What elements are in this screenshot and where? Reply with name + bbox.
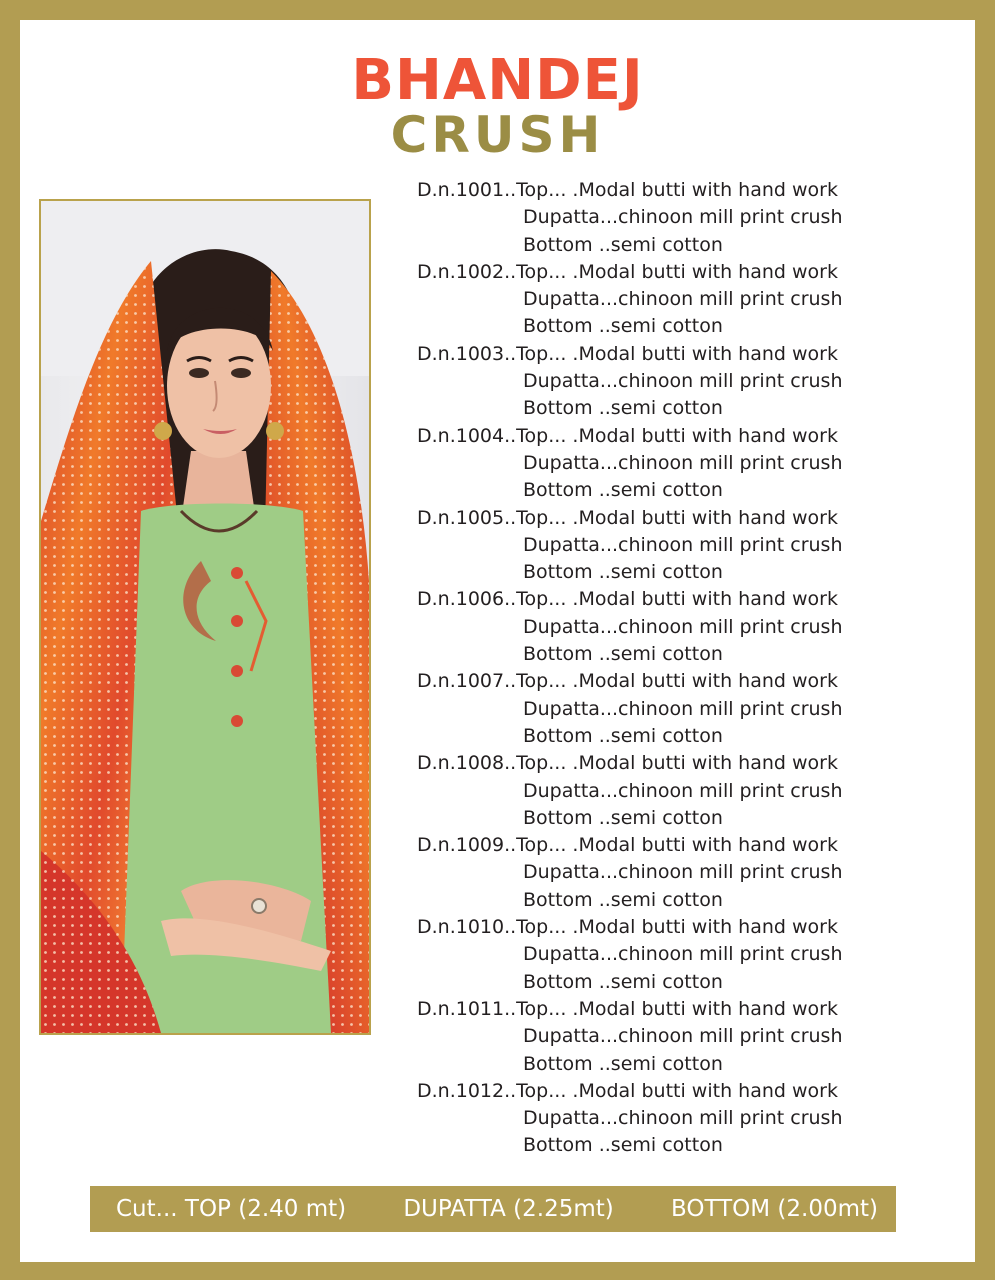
design-bottom-line: Bottom ..semi cotton [523, 233, 723, 256]
design-bottom-line: Bottom ..semi cotton [523, 806, 723, 829]
design-dupatta-line: Dupatta...chinoon mill print crush [523, 779, 843, 802]
cut-bottom-length: BOTTOM (2.00mt) [670, 1196, 878, 1222]
design-dupatta-line: Dupatta...chinoon mill print crush [523, 288, 843, 311]
design-dupatta-line: Dupatta...chinoon mill print crush [523, 861, 843, 884]
design-top-line: D.n.1005..Top... .Modal butti with hand work [417, 506, 838, 529]
brand-subtitle: CRUSH [390, 106, 605, 164]
design-bottom-line: Bottom ..semi cotton [523, 643, 723, 666]
design-top-line: D.n.1010..Top... .Modal butti with hand work [417, 916, 838, 939]
design-dupatta-line: Dupatta...chinoon mill print crush [523, 697, 843, 720]
list-item [417, 996, 957, 1078]
list-item [417, 177, 957, 259]
list-item [417, 832, 957, 914]
design-top-line: D.n.1004..Top... .Modal butti with hand work [417, 424, 838, 447]
design-bottom-line: Bottom ..semi cotton [523, 561, 723, 584]
list-item [417, 914, 957, 996]
cut-length-bar [90, 1186, 896, 1232]
design-top-line: D.n.1006..Top... .Modal butti with hand work [417, 588, 838, 611]
list-item [417, 423, 957, 505]
list-item [417, 259, 957, 341]
design-bottom-line: Bottom ..semi cotton [523, 1052, 723, 1075]
design-top-line: D.n.1003..Top... .Modal butti with hand work [417, 342, 838, 365]
design-top-line: D.n.1011..Top... .Modal butti with hand work [417, 997, 838, 1020]
design-top-line: D.n.1009..Top... .Modal butti with hand work [417, 834, 838, 857]
design-top-line: D.n.1007..Top... .Modal butti with hand work [417, 670, 838, 693]
list-item [417, 341, 957, 423]
design-bottom-line: Bottom ..semi cotton [523, 397, 723, 420]
design-dupatta-line: Dupatta...chinoon mill print crush [523, 451, 843, 474]
design-dupatta-line: Dupatta...chinoon mill print crush [523, 615, 843, 638]
design-bottom-line: Bottom ..semi cotton [523, 970, 723, 993]
design-dupatta-line: Dupatta...chinoon mill print crush [523, 1107, 843, 1130]
design-bottom-line: Bottom ..semi cotton [523, 315, 723, 338]
design-bottom-line: Bottom ..semi cotton [523, 888, 723, 911]
design-dupatta-line: Dupatta...chinoon mill print crush [523, 943, 843, 966]
design-dupatta-line: Dupatta...chinoon mill print crush [523, 1025, 843, 1048]
design-top-line: D.n.1012..Top... .Modal butti with hand work [417, 1079, 838, 1102]
list-item [417, 586, 957, 668]
design-top-line: D.n.1008..Top... .Modal butti with hand work [417, 752, 838, 775]
cut-dupatta-length: DUPATTA (2.25mt) [403, 1196, 614, 1222]
list-item [417, 505, 957, 587]
list-item [417, 668, 957, 750]
design-dupatta-line: Dupatta...chinoon mill print crush [523, 533, 843, 556]
design-list [417, 177, 957, 1160]
design-dupatta-line: Dupatta...chinoon mill print crush [523, 370, 843, 393]
design-bottom-line: Bottom ..semi cotton [523, 1134, 723, 1157]
cut-top-length: Cut... TOP (2.40 mt) [116, 1196, 347, 1222]
model-photo [39, 199, 371, 1035]
list-item [417, 1078, 957, 1160]
design-bottom-line: Bottom ..semi cotton [523, 479, 723, 502]
catalog-page [20, 20, 975, 1262]
design-dupatta-line: Dupatta...chinoon mill print crush [523, 206, 843, 229]
design-top-line: D.n.1001..Top... .Modal butti with hand work [417, 179, 838, 201]
design-top-line: D.n.1002..Top... .Modal butti with hand work [417, 260, 838, 283]
list-item [417, 750, 957, 832]
brand-title: BHANDEJ [351, 48, 644, 113]
design-bottom-line: Bottom ..semi cotton [523, 724, 723, 747]
